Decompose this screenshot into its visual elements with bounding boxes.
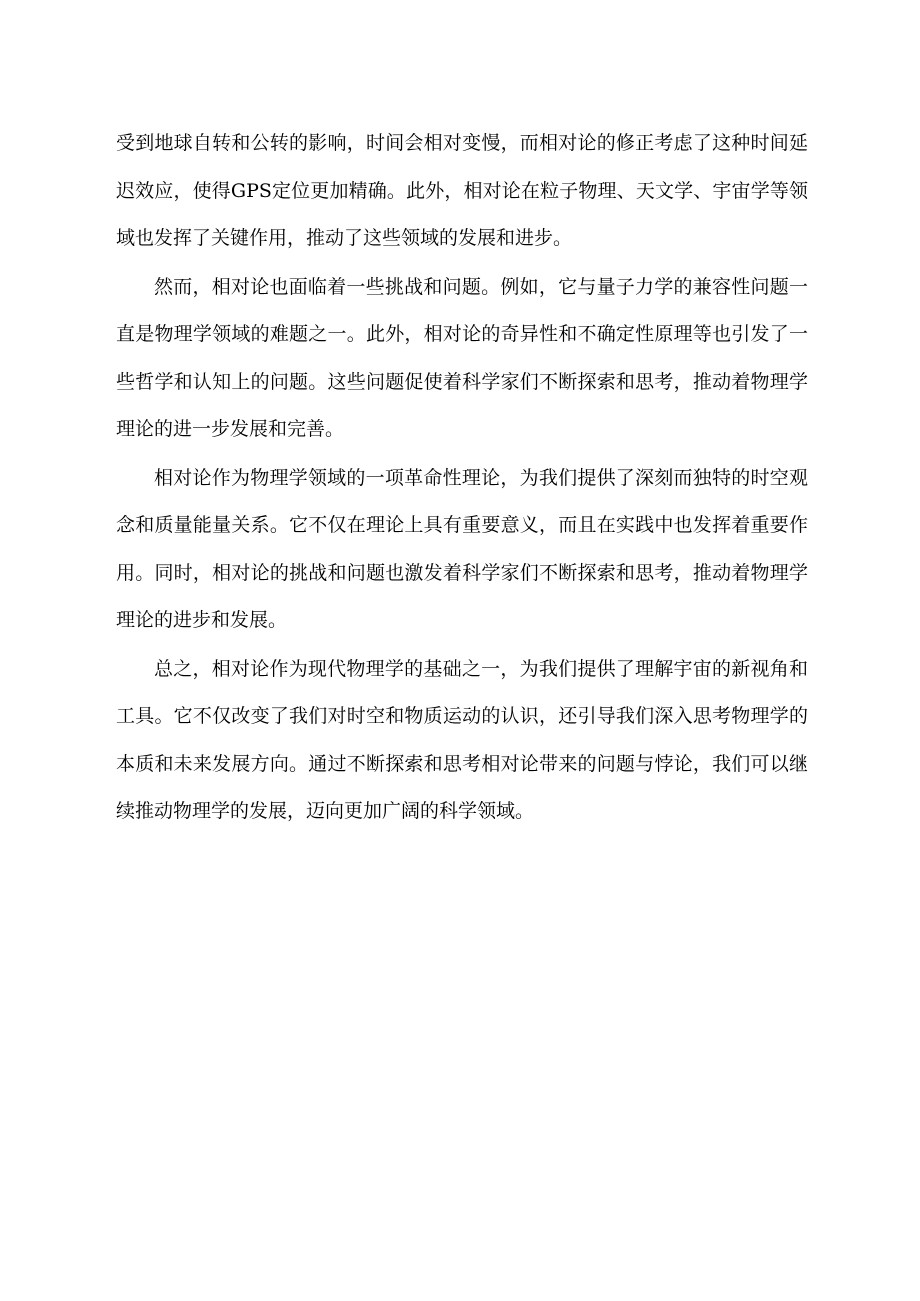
paragraph-challenges: 然而，相对论也面临着一些挑战和问题。例如，它与量子力学的兼容性问题一直是物理学领域的难题之一。此外，相对论的奇异性和不确定性原理等也引发了一些哲学和认知上的问题。这些问题促使着科学家们不断探索和思考，推动着物理学理论的进一步发展和完善。 xyxy=(116,275,808,440)
paragraph-significance: 相对论作为物理学领域的一项革命性理论，为我们提供了深刻而独特的时空观念和质量能量关系。它不仅在理论上具有重要意义，而且在实践中也发挥着重要作用。同时，相对论的挑战和问题也激发着科学家们不断探索和思考，推动着物理学理论的进步和发展。 xyxy=(116,466,808,631)
document-body xyxy=(116,120,808,837)
paragraph-continuation: 受到地球自转和公转的影响，时间会相对变慢，而相对论的修正考虑了这种时间延迟效应，使得GPS定位更加精确。此外，相对论在粒子物理、天文学、宇宙学等领域也发挥了关键作用，推动了这些领域的发展和进步。 xyxy=(116,132,808,249)
paragraph-conclusion: 总之，相对论作为现代物理学的基础之一，为我们提供了理解宇宙的新视角和工具。它不仅改变了我们对时空和物质运动的认识，还引导我们深入思考物理学的本质和未来发展方向。通过不断探索和思考相对论带来的问题与悖论，我们可以继续推动物理学的发展，迈向更加广阔的科学领域。 xyxy=(116,657,808,822)
